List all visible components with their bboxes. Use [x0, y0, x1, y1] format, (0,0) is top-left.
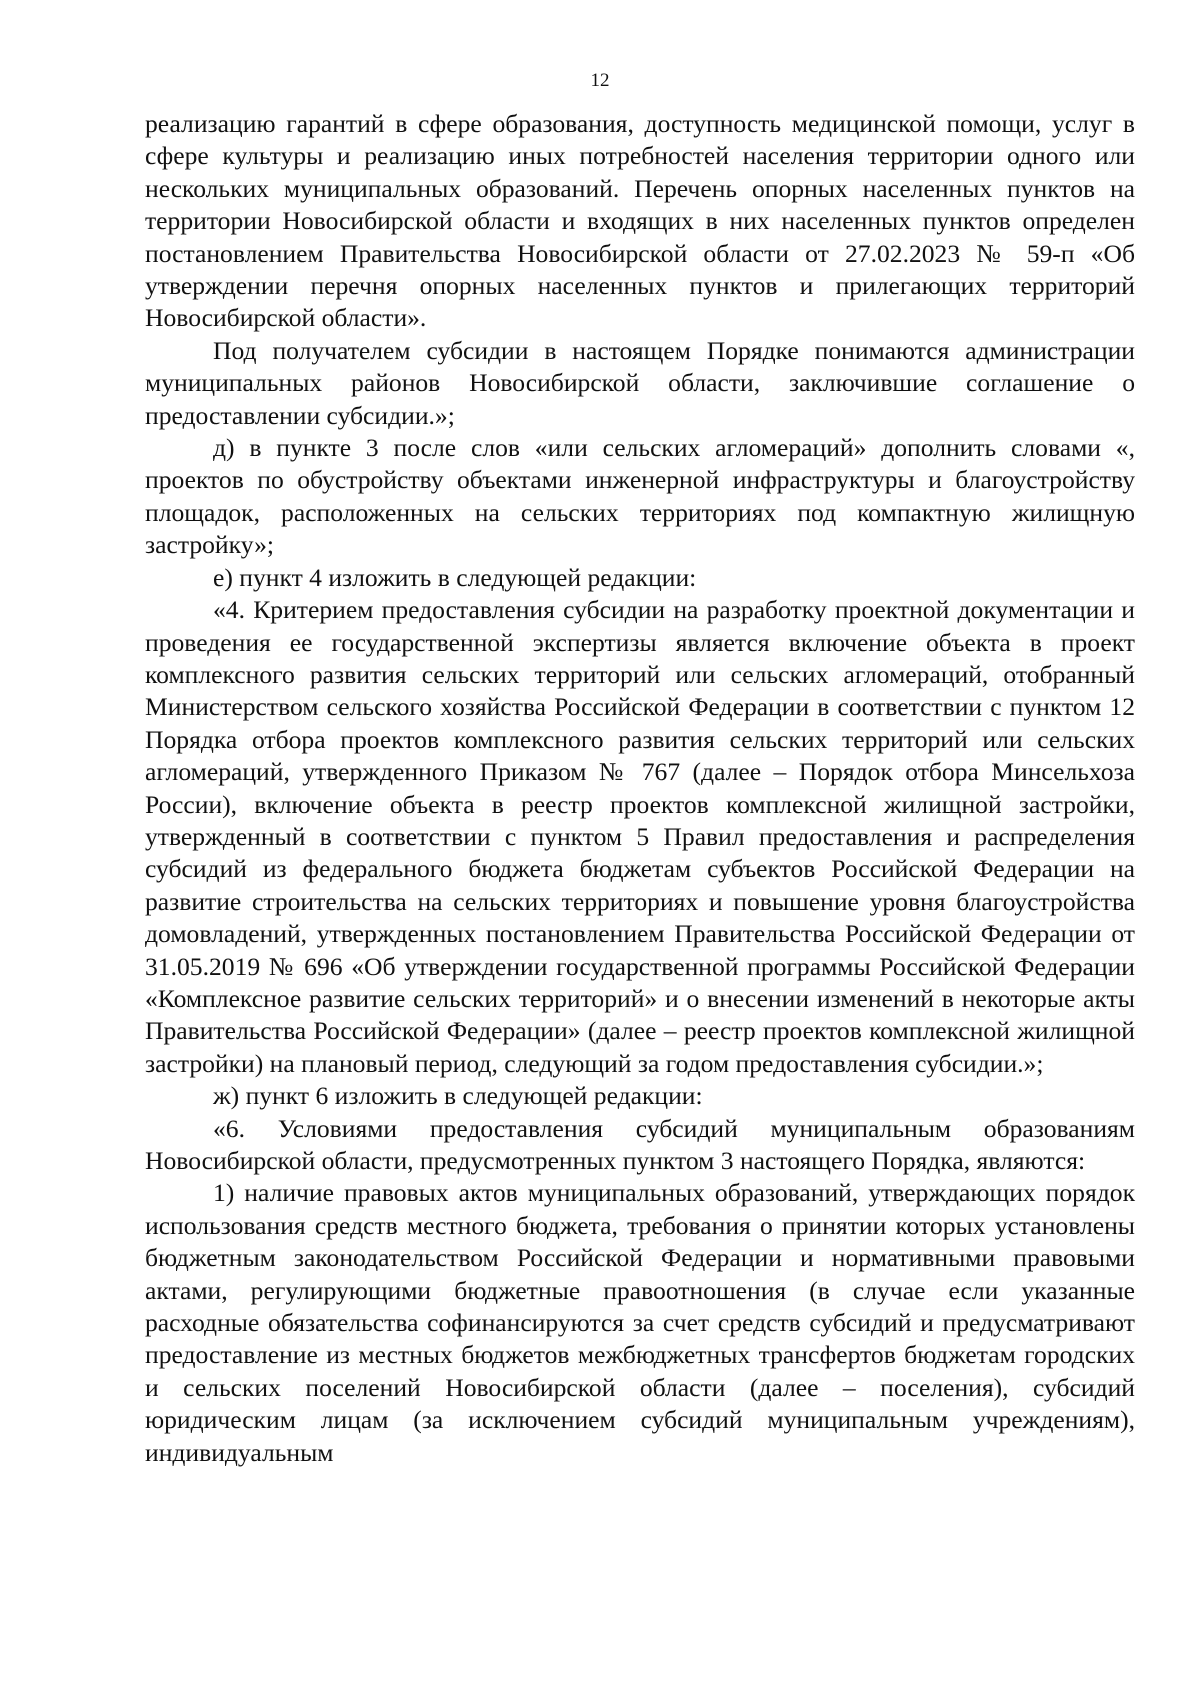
paragraph-subsidy-recipient: Под получателем субсидии в настоящем Порядке понимаются администрации муниципальных районов Новосибирской области, заключившие соглашение о предоставлении субсидии.»; [145, 335, 1135, 430]
paragraph-clause-4: «4. Критерием предоставления субсидии на разработку проектной документации и проведения ее государственной экспертизы является включение объекта в проект комплексного развития сельских территорий или сельских агломераций, отобранный Министерством сельского хозяйства Российской Федерации в соответствии с пунктом 12 Порядка отбора проектов комплексного развития сельских территорий или сельских агломераций, утвержденного Приказом № 767 (далее – Порядок отбора Минсельхоза России), включение объекта в реестр проектов комплексной жилищной застройки, утвержденный в соответствии с пунктом 5 Правил предоставления и распределения субсидий из федерального бюджета бюджетам субъектов Российской Федерации на развитие строительства на сельских территориях и повышение уровня благоустройства домовладений, утвержденных постановлением Правительства Российской Федерации от 31.05.2019 № 696 «Об утверждении государственной программы Российской Федерации «Комплексное развитие сельских территорий» и о внесении изменений в некоторые акты Правительства Российской Федерации» (далее – реестр проектов комплексной жилищной застройки) на плановый период, следующий за годом предоставления субсидии.»; [145, 595, 1135, 1078]
paragraph-item-zh: ж) пункт 6 изложить в следующей редакции: [213, 1081, 703, 1111]
paragraph-item-d: д) в пункте 3 после слов «или сельских агломераций» дополнить словами «, проектов по обустройству объектами инженерной инфраструктуры и благоустройству площадок, расположенных на сельских территориях под компактную жилищную застройку»; [145, 433, 1135, 560]
document-body [145, 108, 1135, 1469]
paragraph-item-e: е) пункт 4 изложить в следующей редакции: [213, 562, 697, 592]
page-number: 12 [590, 70, 610, 91]
paragraph-continuation: реализацию гарантий в сфере образования, доступность медицинской помощи, услуг в сфере культуры и реализацию иных потребностей населения территории одного или нескольких муниципальных образований. Перечень опорных населенных пунктов на территории Новосибирской области и входящих в них населенных пунктов определен постановлением Правительства Новосибирской области от 27.02.2023 № 59-п «Об утверждении перечня опорных населенных пунктов и прилегающих территорий Новосибирской области». [145, 109, 1135, 333]
paragraph-clause-6: «6. Условиями предоставления субсидий муниципальным образованиям Новосибирской области, предусмотренных пунктом 3 настоящего Порядка, являются: [145, 1113, 1135, 1175]
paragraph-condition-1: 1) наличие правовых актов муниципальных образований, утверждающих порядок использования средств местного бюджета, требования о принятии которых установлены бюджетным законодательством Российской Федерации и нормативными правовыми актами, регулирующими бюджетные правоотношения (в случае если указанные расходные обязательства софинансируются за счет средств субсидий и предусматривают предоставление из местных бюджетов межбюджетных трансфертов бюджетам городских и сельских поселений Новосибирской области (далее – поселения), субсидий юридическим лицам (за исключением субсидий муниципальным учреждениям), индивидуальным [145, 1178, 1135, 1467]
